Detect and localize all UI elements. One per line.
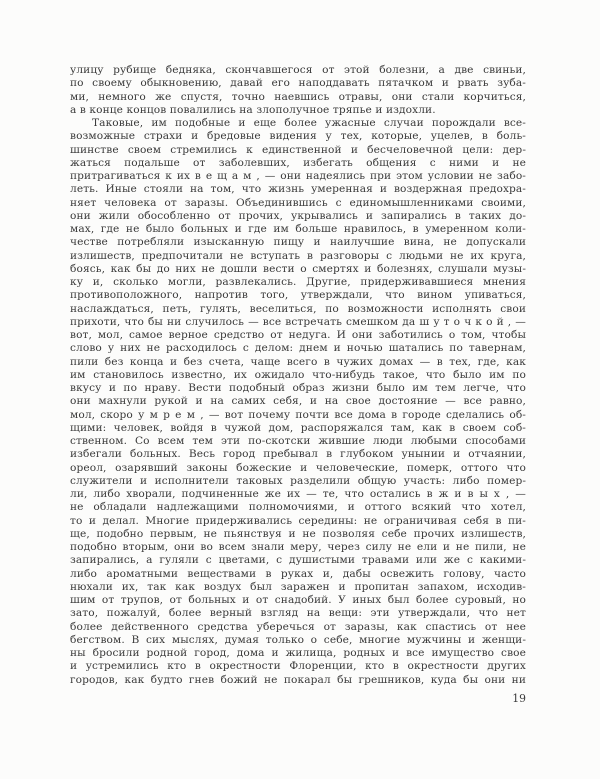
text-line: не обладали надлежащими полномочиями, и оттого всякий что хотел, — [70, 501, 526, 514]
text-line: запирались, а гуляли с цветами, с душистыми травами или же с какими- — [70, 554, 526, 567]
text-line: щими: человек, войдя в чужой дом, распоряжался там, как в своем соб- — [70, 421, 526, 434]
text-line: ще, подобно первым, не пьянствуя и не позволяя себе прочих излишеств, — [70, 527, 526, 540]
page-number: 19 — [512, 691, 526, 705]
text-line: то и делал. Многие придерживались середины: не ограничивая себя в пи- — [70, 514, 526, 527]
text-line: боясь, как бы до них не дошли вести о смертях и болезнях, слушали музы- — [70, 262, 526, 275]
text-line: няет человека от заразы. Объединившись с единомышленниками своими, — [70, 196, 526, 209]
text-line: им становилось известно, их ожидало что-нибудь такое, что было им по — [70, 368, 526, 381]
text-line: шим от трупов, от больных и от снадобий. У иных был более суровый, но — [70, 594, 526, 606]
text-line: прихоти, что бы ни случилось — все встречать смешком да ш у т о ч к о й , — — [70, 315, 526, 328]
text-line: по своему обыкновению, давай его наподдавать пятачком и рвать зуба- — [70, 77, 526, 90]
text-line-paragraph-end: а в конце концов повалились на злополучное тряпье и издохли. — [70, 103, 436, 116]
text-line: более действенного средства уберечься от заразы, как спастись от нее — [70, 620, 526, 633]
text-line: вкусу и по нраву. Вести подобный образ жизни было им тем легче, что — [70, 382, 526, 394]
text-line: пили без конца и без счета, чаще всего в чужих домах — в тех, где, как — [70, 355, 526, 368]
text-line: городов, как будто гнев божий не покарал бы грешников, куда бы они ни — [70, 673, 526, 686]
text-line: излишеств, предпочитали не вступать в разговоры с людьми не их круга, — [70, 249, 526, 262]
text-line: ореол, озарявший законы божеские и человеческие, померк, оттого что — [70, 461, 526, 474]
text-line: и устремились кто в окрестности Флоренции, кто в окрестности других — [70, 660, 526, 673]
text-line: избегали больных. Весь город пребывал в глубоком унынии и отчаянии, — [70, 448, 526, 461]
text-line: они жили обособленно от прочих, укрывались и запирались в таких до- — [70, 209, 526, 222]
text-line: мол, скоро у м р е м , — вот почему почти все дома в городе сделались об- — [70, 408, 526, 421]
text-line: противоположного, напротив того, утверждали, что вином упиваться, — [70, 289, 526, 302]
text-line: они махнули рукой и на самих себя, и на свое достояние — все равно, — [70, 395, 526, 408]
text-line: ми, немного же спустя, точно наевшись отравы, они стали корчиться, — [70, 90, 526, 103]
text-line: нюхали их, так как воздух был заражен и пропитан запахом, исходив- — [70, 580, 526, 593]
text-line: наслаждаться, петь, гулять, веселиться, по возможности исполнять свои — [70, 302, 526, 315]
text-line: ственном. Со всем тем эти по-скотски жившие люди любыми способами — [70, 435, 526, 447]
text-line: ли, либо хворали, подчиненные же их — те, что остались в ж и в ы х , — — [70, 488, 526, 500]
text-line: леть. Иные стояли на том, что жизнь умеренная и воздержная предохра- — [70, 183, 526, 196]
text-line: ны бросили родной город, дома и жилища, родных и все имущество свое — [70, 647, 526, 659]
text-line: служители и исполнители таковых разделили общую участь: либо помер- — [70, 474, 526, 487]
text-line: улицу рубище бедняка, скончавшегося от этой болезни, а две свиньи, — [70, 64, 526, 76]
text-line-paragraph-start: Таковые, им подобные и еще более ужасные случаи порождали все- — [92, 117, 526, 129]
text-line: честве потребляли изысканную пищу и наилучшие вина, не допускали — [70, 236, 526, 249]
text-line: подобно вторым, они во всем знали меру, через силу не ели и не пили, не — [70, 541, 526, 553]
text-line: слово у них не расходилось с делом: днем и ночью шатались по тавернам, — [70, 342, 526, 355]
text-line: вот, мол, самое верное средство от недуга. И они заботились о том, чтобы — [70, 329, 526, 341]
text-line: жаться подальше от заболевших, избегать общения с ними и не — [70, 156, 526, 169]
text-line: ку и, сколько могли, развлекались. Другие, придерживавшиеся мнения — [70, 276, 526, 288]
book-page — [70, 64, 526, 705]
text-line: возможные страхи и бредовые видения у тех, которые, уцелев, в боль- — [70, 130, 526, 143]
text-line: бегством. В сих мыслях, думая только о себе, многие мужчины и женщи- — [70, 633, 526, 646]
text-line: шинстве своем стремились к единственной и бесчеловечной цели: дер- — [70, 143, 526, 156]
text-line: мах, где не было больных и где им больше нравилось, в умеренном коли- — [70, 223, 526, 235]
text-line: зато, пожалуй, более верный взгляд на вещи: эти утверждали, что нет — [70, 607, 526, 620]
text-line: либо ароматными веществами в руках и, дабы освежить голову, часто — [70, 567, 526, 580]
text-line: притрагиваться к их в е щ а м , — они надеялись при этом условии не забо- — [70, 170, 526, 182]
